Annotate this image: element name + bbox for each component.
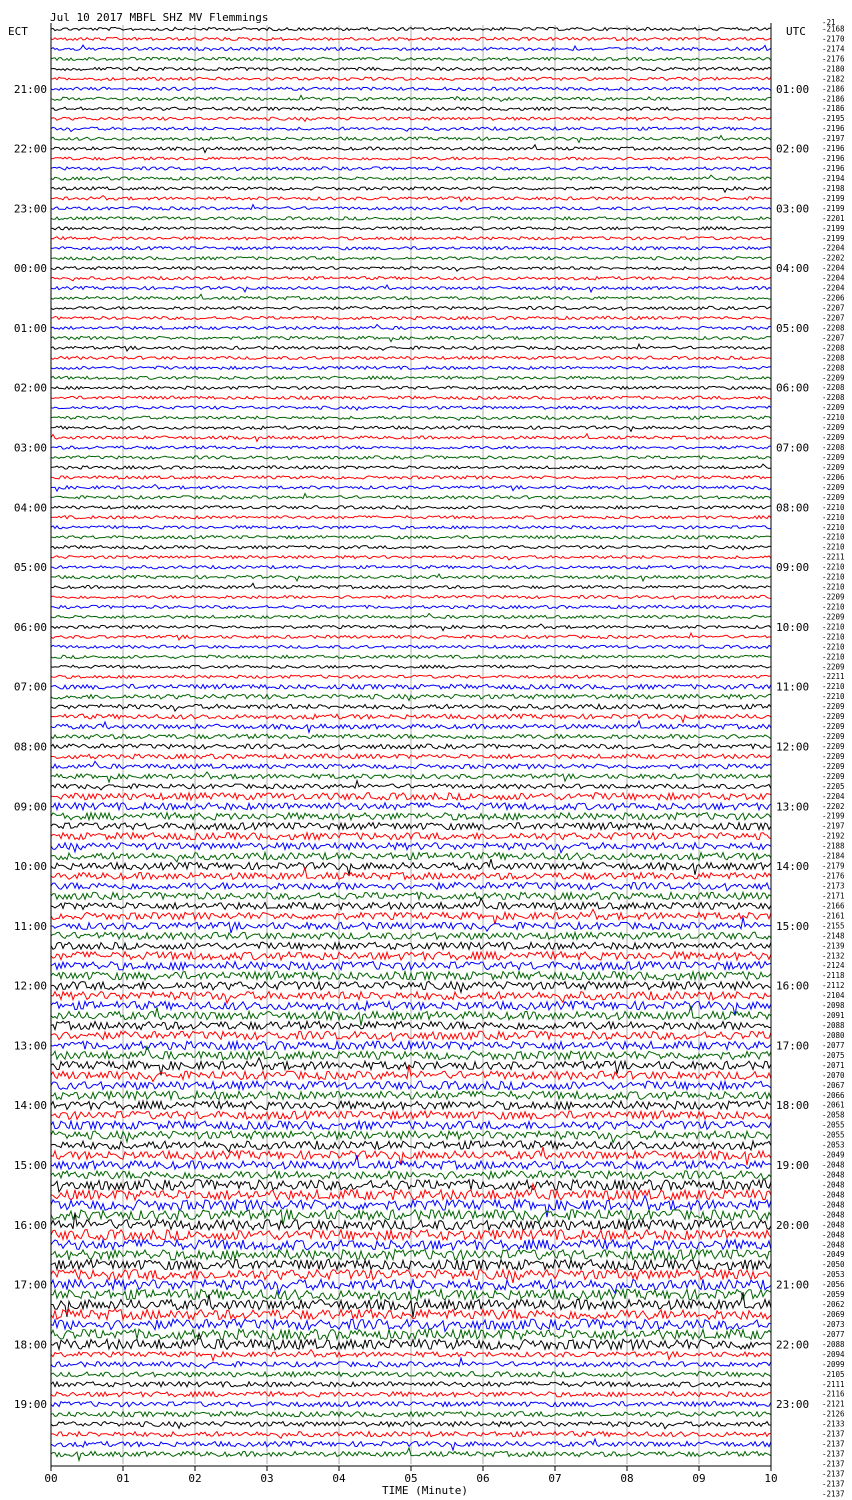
left-hour-label: 06:00 (13, 620, 47, 634)
row-value-label: -2055 (822, 1130, 845, 1140)
row-value-label: -2137 (822, 1439, 845, 1449)
row-value-label: -2210 (822, 562, 845, 572)
right-hour-label: 06:00 (776, 381, 810, 395)
row-value-label: -2176 (822, 871, 845, 881)
row-value-label: -2209 (822, 741, 845, 751)
right-hour-label: 23:00 (776, 1398, 810, 1412)
row-value-label: -2209 (822, 751, 845, 761)
row-value-label: -2210 (822, 512, 845, 522)
row-value-label: -2210 (822, 532, 845, 542)
row-value-label: -2048 (822, 1230, 845, 1240)
row-value-label: -2208 (822, 443, 845, 453)
row-value-label: -2053 (822, 1270, 845, 1280)
left-hour-labels (14, 83, 47, 1411)
row-value-label: -2176 (822, 54, 845, 64)
row-value-label: -2209 (822, 482, 845, 492)
row-value-label: -2121 (822, 1399, 845, 1409)
left-hour-label: 12:00 (13, 979, 47, 993)
row-value-prefix: -21 (822, 18, 836, 27)
row-value-label: -2048 (822, 1210, 845, 1220)
right-hour-label: 03:00 (776, 202, 810, 216)
row-value-label: -2104 (822, 991, 845, 1001)
left-hour-label: 02:00 (13, 381, 47, 395)
row-value-label: -2199 (822, 811, 845, 821)
right-hour-label: 04:00 (776, 262, 810, 276)
row-value-label: -2210 (822, 632, 845, 642)
left-hour-label: 16:00 (13, 1218, 47, 1232)
row-value-label: -2210 (822, 582, 845, 592)
left-hour-label: 23:00 (13, 202, 47, 216)
row-value-label: -2209 (822, 712, 845, 722)
row-value-label: -2209 (822, 403, 845, 413)
row-value-label: -2202 (822, 253, 845, 263)
row-value-labels (822, 18, 845, 1500)
row-value-label: -2196 (822, 164, 845, 174)
row-value-label: -2091 (822, 1011, 845, 1021)
row-value-label: -2208 (822, 393, 845, 403)
row-value-label: -2201 (822, 213, 845, 223)
row-value-label: -2062 (822, 1300, 845, 1310)
row-value-label: -2049 (822, 1250, 845, 1260)
left-hour-label: 18:00 (13, 1338, 47, 1352)
row-value-label: -2204 (822, 283, 845, 293)
left-hour-label: 15:00 (13, 1159, 47, 1173)
row-value-label: -2118 (822, 971, 845, 981)
row-value-label: -2080 (822, 1030, 845, 1040)
right-hour-label: 22:00 (776, 1338, 810, 1352)
row-value-label: -2075 (822, 1050, 845, 1060)
row-value-label: -2170 (822, 34, 845, 44)
x-tick-label: 05 (404, 1472, 418, 1485)
row-value-label: -2056 (822, 1280, 845, 1290)
row-value-label: -2209 (822, 492, 845, 502)
right-hour-label: 16:00 (776, 979, 810, 993)
x-tick-label: 01 (116, 1472, 130, 1485)
right-hour-label: 05:00 (776, 321, 810, 335)
row-value-label: -2210 (822, 413, 845, 423)
row-value-label: -2210 (822, 652, 845, 662)
left-hour-label: 09:00 (13, 800, 47, 814)
row-value-label: -2210 (822, 622, 845, 632)
row-value-label: -2099 (822, 1359, 845, 1369)
right-hour-label: 08:00 (776, 501, 810, 515)
row-value-label: -2048 (822, 1180, 845, 1190)
row-value-label: -2155 (822, 921, 845, 931)
row-value-label: -2208 (822, 323, 845, 333)
row-value-label: -2124 (822, 961, 845, 971)
right-hour-label: 19:00 (776, 1159, 810, 1173)
row-value-label: -2111 (822, 1379, 845, 1389)
left-hour-label: 21:00 (13, 82, 47, 96)
right-hour-label: 12:00 (776, 740, 810, 754)
row-value-label: -2209 (822, 761, 845, 771)
row-value-label: -2048 (822, 1160, 845, 1170)
row-value-label: -2048 (822, 1190, 845, 1200)
row-value-label: -2209 (822, 373, 845, 383)
right-hour-label: 15:00 (776, 919, 810, 933)
right-hour-label: 09:00 (776, 561, 810, 575)
row-value-label: -2209 (822, 453, 845, 463)
row-value-label: -2179 (822, 861, 845, 871)
chart-title: Jul 10 2017 MBFL SHZ MV Flemmings (50, 11, 269, 24)
row-value-label: -2048 (822, 1240, 845, 1250)
row-value-label: -2209 (822, 662, 845, 672)
left-hour-label: 19:00 (13, 1398, 47, 1412)
row-value-label: -2199 (822, 233, 845, 243)
left-hour-label: 17:00 (13, 1278, 47, 1292)
row-value-label: -2048 (822, 1200, 845, 1210)
x-axis-ticks (44, 1466, 777, 1485)
row-value-label: -2112 (822, 981, 845, 991)
row-value-label: -2133 (822, 1419, 845, 1429)
row-value-label: -2069 (822, 1310, 845, 1320)
row-value-label: -2208 (822, 353, 845, 363)
row-value-label: -2205 (822, 781, 845, 791)
x-tick-label: 03 (260, 1472, 274, 1485)
left-hour-label: 14:00 (13, 1099, 47, 1113)
row-value-label: -2209 (822, 702, 845, 712)
row-value-label: -2204 (822, 791, 845, 801)
row-value-label: -2210 (822, 682, 845, 692)
row-value-label: -2161 (822, 911, 845, 921)
right-hour-label: 21:00 (776, 1278, 810, 1292)
row-value-label: -2195 (822, 114, 845, 124)
x-tick-label: 00 (44, 1472, 58, 1485)
row-value-label: -2197 (822, 134, 845, 144)
row-value-label: -2137 (822, 1489, 845, 1499)
x-tick-label: 02 (188, 1472, 202, 1485)
row-value-label: -2199 (822, 223, 845, 233)
row-value-label: -2105 (822, 1369, 845, 1379)
row-value-label: -2186 (822, 94, 845, 104)
row-value-label: -2137 (822, 1449, 845, 1459)
right-axis-label: UTC (786, 25, 806, 38)
row-value-label: -2208 (822, 363, 845, 373)
row-value-label: -2194 (822, 173, 845, 183)
row-value-label: -2137 (822, 1479, 845, 1489)
row-value-label: -2073 (822, 1319, 845, 1329)
row-value-label: -2058 (822, 1110, 845, 1120)
right-hour-label: 01:00 (776, 82, 810, 96)
right-hour-label: 20:00 (776, 1218, 810, 1232)
row-value-label: -2137 (822, 1459, 845, 1469)
left-hour-label: 01:00 (13, 321, 47, 335)
row-value-label: -2208 (822, 383, 845, 393)
right-hour-label: 07:00 (776, 441, 810, 455)
row-value-label: -2196 (822, 154, 845, 164)
row-value-label: -2186 (822, 84, 845, 94)
row-value-label: -2174 (822, 44, 845, 54)
row-value-label: -2209 (822, 612, 845, 622)
row-value-label: -2211 (822, 672, 845, 682)
row-value-label: -2209 (822, 722, 845, 732)
row-value-label: -2173 (822, 881, 845, 891)
x-tick-label: 09 (692, 1472, 706, 1485)
left-axis-label: ECT (8, 25, 28, 38)
row-value-label: -2204 (822, 263, 845, 273)
row-value-label: -2209 (822, 423, 845, 433)
left-hour-label: 03:00 (13, 441, 47, 455)
x-tick-label: 07 (548, 1472, 562, 1485)
row-value-label: -2094 (822, 1349, 845, 1359)
x-tick-label: 10 (764, 1472, 778, 1485)
row-value-label: -2210 (822, 542, 845, 552)
row-value-label: -2049 (822, 1150, 845, 1160)
row-value-label: -2207 (822, 313, 845, 323)
row-value-label: -2048 (822, 1170, 845, 1180)
row-value-label: -2182 (822, 74, 845, 84)
row-value-label: -2059 (822, 1290, 845, 1300)
row-value-label: -2088 (822, 1339, 845, 1349)
row-value-label: -2208 (822, 343, 845, 353)
row-value-label: -2210 (822, 522, 845, 532)
left-hour-label: 10:00 (13, 860, 47, 874)
row-value-label: -2209 (822, 462, 845, 472)
x-tick-label: 08 (620, 1472, 634, 1485)
right-hour-label: 17:00 (776, 1039, 810, 1053)
right-hour-label: 11:00 (776, 680, 810, 694)
row-value-label: -2196 (822, 124, 845, 134)
row-value-label: -2077 (822, 1040, 845, 1050)
x-axis-label: TIME (Minute) (381, 1484, 469, 1497)
left-hour-label: 04:00 (13, 501, 47, 515)
row-value-label: -2209 (822, 732, 845, 742)
right-hour-labels (776, 83, 809, 1411)
right-hour-label: 02:00 (776, 142, 810, 156)
row-value-label: -2197 (822, 821, 845, 831)
row-value-label: -2067 (822, 1080, 845, 1090)
row-value-label: -2209 (822, 771, 845, 781)
row-value-label: -2207 (822, 333, 845, 343)
row-value-label: -2061 (822, 1100, 845, 1110)
right-hour-label: 10:00 (776, 620, 810, 634)
row-value-label: -2180 (822, 64, 845, 74)
row-value-label: -2168 (822, 24, 845, 34)
row-value-label: -2116 (822, 1389, 845, 1399)
left-hour-label: 05:00 (13, 561, 47, 575)
row-value-label: -2210 (822, 572, 845, 582)
row-value-label: -2199 (822, 203, 845, 213)
row-value-label: -2137 (822, 1469, 845, 1479)
row-value-label: -2211 (822, 552, 845, 562)
row-value-label: -2132 (822, 951, 845, 961)
row-value-label: -2192 (822, 831, 845, 841)
row-value-label: -2204 (822, 243, 845, 253)
left-hour-label: 22:00 (13, 142, 47, 156)
row-value-label: -2198 (822, 183, 845, 193)
x-tick-label: 04 (332, 1472, 346, 1485)
left-hour-label: 13:00 (13, 1039, 47, 1053)
row-value-label: -2055 (822, 1120, 845, 1130)
row-value-label: -2126 (822, 1409, 845, 1419)
left-hour-label: 11:00 (13, 919, 47, 933)
row-value-label: -2148 (822, 931, 845, 941)
row-value-label: -2196 (822, 144, 845, 154)
right-hour-label: 13:00 (776, 800, 810, 814)
row-value-label: -2210 (822, 642, 845, 652)
row-value-label: -2048 (822, 1220, 845, 1230)
row-value-label: -2088 (822, 1021, 845, 1031)
row-value-label: -2098 (822, 1001, 845, 1011)
row-value-label: -2204 (822, 273, 845, 283)
row-value-label: -2186 (822, 104, 845, 114)
row-value-label: -2210 (822, 692, 845, 702)
row-value-label: -2207 (822, 303, 845, 313)
x-tick-label: 06 (476, 1472, 490, 1485)
left-hour-label: 08:00 (13, 740, 47, 754)
row-value-label: -2050 (822, 1260, 845, 1270)
row-value-label: -2139 (822, 941, 845, 951)
row-value-label: -2202 (822, 801, 845, 811)
row-value-label: -2210 (822, 602, 845, 612)
row-value-label: -2071 (822, 1060, 845, 1070)
row-value-label: -2070 (822, 1070, 845, 1080)
left-hour-label: 00:00 (13, 262, 47, 276)
row-value-label: -2206 (822, 293, 845, 303)
row-value-label: -2210 (822, 502, 845, 512)
row-value-label: -2184 (822, 851, 845, 861)
row-value-label: -2199 (822, 193, 845, 203)
right-hour-label: 14:00 (776, 860, 810, 874)
row-value-label: -2171 (822, 891, 845, 901)
left-hour-label: 07:00 (13, 680, 47, 694)
row-value-label: -2137 (822, 1429, 845, 1439)
row-value-label: -2166 (822, 901, 845, 911)
row-value-label: -2066 (822, 1090, 845, 1100)
row-value-label: -2053 (822, 1140, 845, 1150)
row-value-label: -2188 (822, 841, 845, 851)
row-value-label: -2206 (822, 472, 845, 482)
right-hour-label: 18:00 (776, 1099, 810, 1113)
row-value-label: -2209 (822, 433, 845, 443)
row-value-label: -2077 (822, 1329, 845, 1339)
row-value-label: -2209 (822, 592, 845, 602)
